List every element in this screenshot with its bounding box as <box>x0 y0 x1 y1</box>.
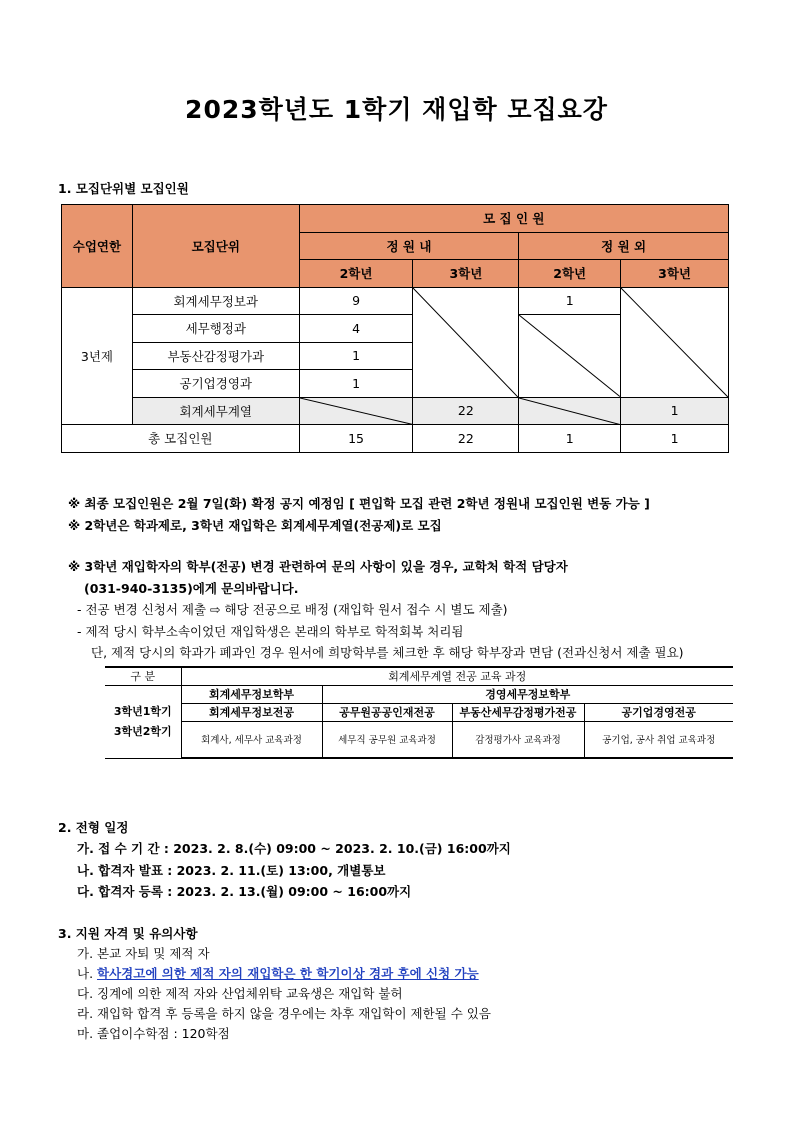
qualification-emphasis: 학사경고에 의한 제적 자의 재입학은 한 학기이상 경과 후에 신청 가능 <box>97 966 479 981</box>
empty-diagonal-cell <box>413 287 519 397</box>
header-out-grade2: 2학년 <box>519 260 621 288</box>
sub-note: - 전공 변경 신청서 제출 ⇨ 해당 전공으로 배정 (재입학 원서 접수 시 별도 제출) <box>77 602 508 617</box>
in2-cell: 9 <box>299 287 413 315</box>
qualification-item: 라. 재입학 합격 후 등록을 하지 않을 경우에는 차후 재입학이 제한될 수 있음 <box>77 1006 491 1021</box>
empty-diagonal-cell <box>299 397 413 425</box>
schedule-item: 가. 접 수 기 간 : 2023. 2. 8.(수) 09:00 ~ 2023. 2. 10.(금) 16:00까지 <box>77 841 511 856</box>
header-in-grade2: 2학년 <box>299 260 413 288</box>
section3-heading: 3. 지원 자격 및 유의사항 <box>58 926 198 941</box>
total-out2-cell: 1 <box>519 425 621 453</box>
cur-course: 회계사, 세무사 교육과정 <box>181 721 322 758</box>
series-unit-cell: 회계세무계열 <box>132 397 299 425</box>
empty-diagonal-cell <box>519 397 621 425</box>
cur-dept1: 회계세무정보학부 <box>181 685 322 703</box>
header-years: 수업연한 <box>62 205 133 288</box>
note-line: ※ 최종 모집인원은 2월 7일(화) 확정 공지 예정임 [ 편입학 모집 관련 2학년 정원내 모집인원 변동 가능 ] <box>68 496 650 511</box>
in2-cell: 1 <box>299 342 413 370</box>
total-in2-cell: 15 <box>299 425 413 453</box>
cur-grade-line: 3학년2학기 <box>113 724 172 738</box>
unit-cell: 부동산감정평가과 <box>132 342 299 370</box>
recruitment-table <box>61 204 729 453</box>
note-line: (031-940-3135)에게 문의바랍니다. <box>84 581 299 596</box>
empty-diagonal-cell <box>621 287 729 397</box>
schedule-item: 다. 합격자 등록 : 2023. 2. 13.(월) 09:00 ~ 16:00까지 <box>77 884 412 899</box>
in2-cell: 1 <box>299 370 413 398</box>
years-cell: 3년제 <box>62 287 133 425</box>
cur-course: 공기업, 공사 취업 교육과정 <box>584 721 733 758</box>
qualification-item: 다. 징계에 의한 제적 자와 산업체위탁 교육생은 재입학 불허 <box>77 986 403 1001</box>
qualification-item: 가. 본교 자퇴 및 제적 자 <box>77 946 210 961</box>
section2-heading: 2. 전형 일정 <box>58 820 129 835</box>
unit-cell: 회계세무정보과 <box>132 287 299 315</box>
cur-dept2: 경영세무정보학부 <box>322 685 733 703</box>
qualification-item <box>77 964 479 982</box>
sub-note: 단, 제적 당시의 학과가 폐과인 경우 원서에 희망학부를 체크한 후 해당 학부장과 면담 (전과신청서 제출 필요) <box>91 645 684 660</box>
cur-header-division: 구 분 <box>105 667 181 685</box>
schedule-item: 나. 합격자 발표 : 2023. 2. 11.(토) 13:00, 개별통보 <box>77 863 386 878</box>
total-out3-cell: 1 <box>621 425 729 453</box>
sub-note: - 제적 당시 학부소속이었던 재입학생은 본래의 학부로 학적회복 처리됨 <box>77 624 464 639</box>
note-line: ※ 3학년 재입학자의 학부(전공) 변경 관련하여 문의 사항이 있을 경우, 교학처 학적 담당자 <box>68 559 568 574</box>
total-in3-cell: 22 <box>413 425 519 453</box>
empty-diagonal-cell <box>519 315 621 398</box>
header-quota: 모 집 인 원 <box>299 205 728 233</box>
cur-grade-line: 3학년1학기 <box>113 704 172 718</box>
cur-major: 부동산세무감정평가전공 <box>452 703 584 721</box>
cur-course: 세무직 공무원 교육과정 <box>322 721 452 758</box>
cur-course: 감정평가사 교육과정 <box>452 721 584 758</box>
series-in3-cell: 22 <box>413 397 519 425</box>
in2-cell: 4 <box>299 315 413 343</box>
cur-major: 공기업경영전공 <box>584 703 733 721</box>
page-title: 2023학년도 1학기 재입학 모집요강 <box>185 95 608 124</box>
header-in-grade3: 3학년 <box>413 260 519 288</box>
unit-cell: 세무행정과 <box>132 315 299 343</box>
unit-cell: 공기업경영과 <box>132 370 299 398</box>
header-out-grade3: 3학년 <box>621 260 729 288</box>
series-out3-cell: 1 <box>621 397 729 425</box>
header-out-quota: 정 원 외 <box>519 232 729 260</box>
out2-cell: 1 <box>519 287 621 315</box>
cur-grades-cell <box>105 685 181 758</box>
cur-major: 공무원공공인재전공 <box>322 703 452 721</box>
cur-header-title: 회계세무계열 전공 교육 과정 <box>181 667 733 685</box>
header-in-quota: 정 원 내 <box>299 232 519 260</box>
qualification-item: 마. 졸업이수학점 : 120학점 <box>77 1026 230 1041</box>
section1-heading: 1. 모집단위별 모집인원 <box>58 181 189 196</box>
cur-major: 회계세무정보전공 <box>181 703 322 721</box>
curriculum-table <box>105 666 733 759</box>
note-line: ※ 2학년은 학과제로, 3학년 재입학은 회계세무계열(전공제)로 모집 <box>68 518 442 533</box>
header-unit: 모집단위 <box>132 205 299 288</box>
qualification-prefix: 나. <box>77 966 98 981</box>
total-label-cell: 총 모집인원 <box>62 425 300 453</box>
